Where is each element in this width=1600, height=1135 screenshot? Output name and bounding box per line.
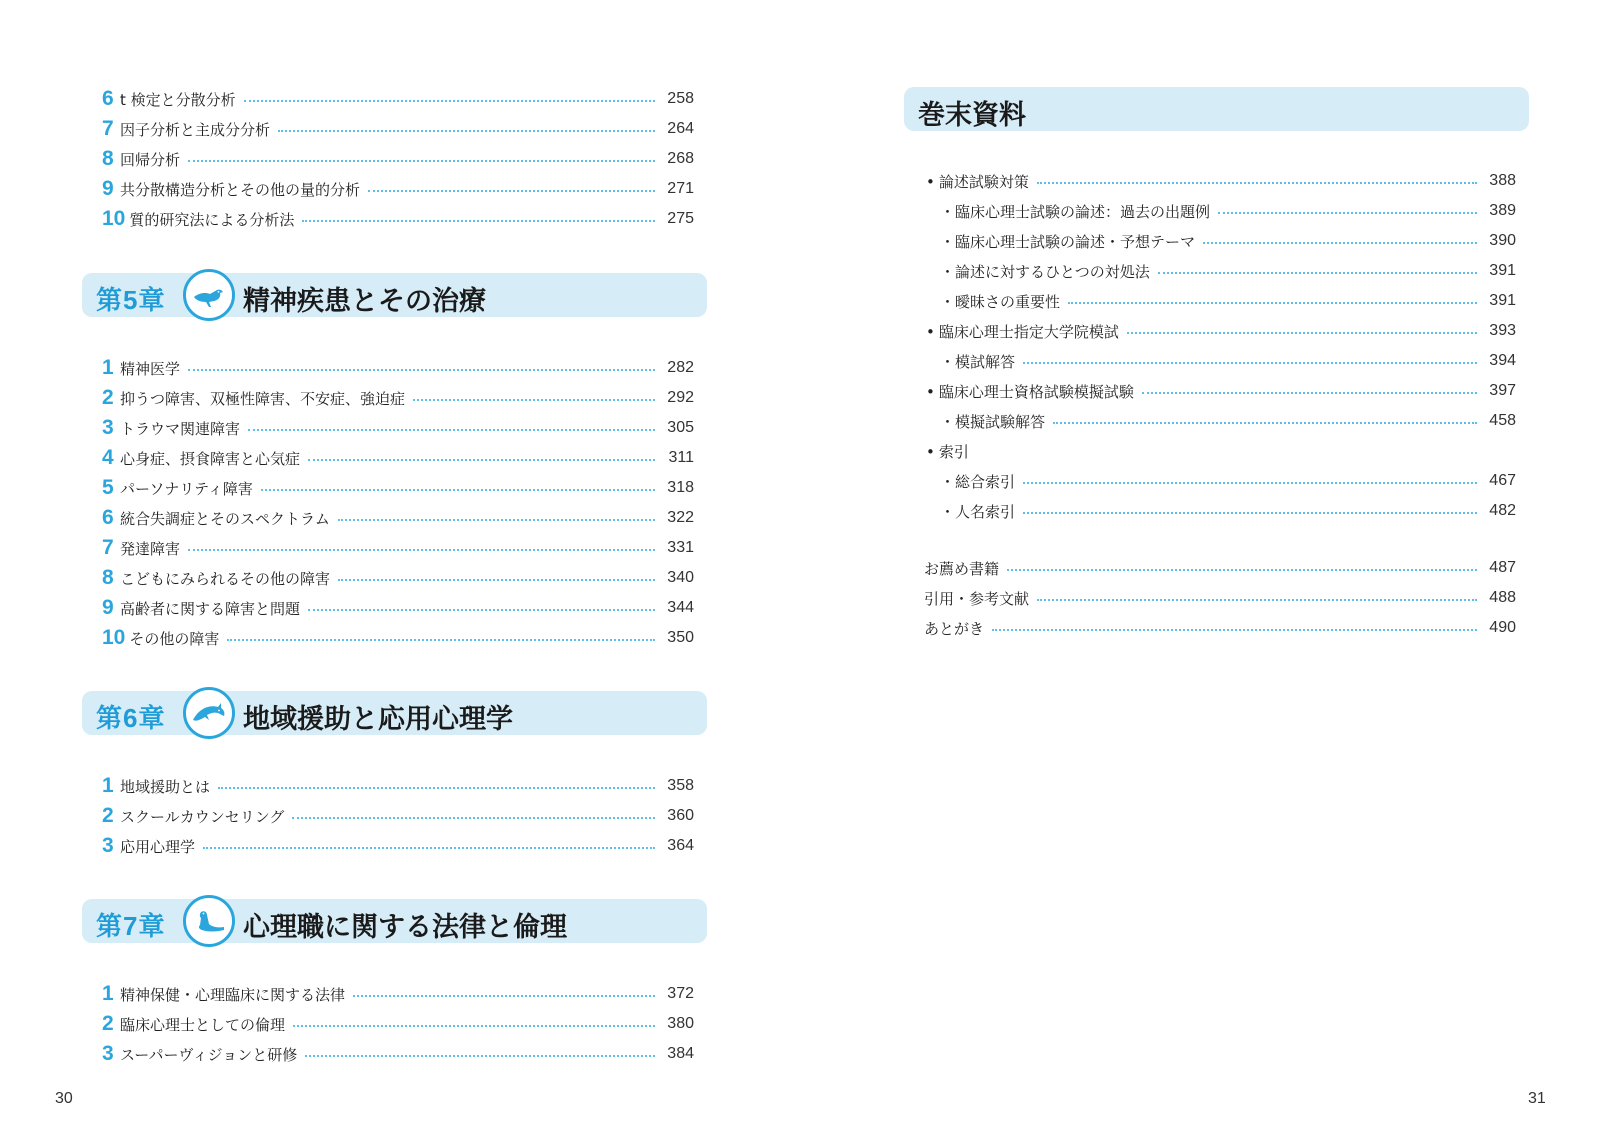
leader-dots xyxy=(1023,512,1477,514)
leader-dots xyxy=(227,639,655,641)
entry-title: 引用・参考文献 xyxy=(924,589,1030,608)
entry-page: 372 xyxy=(667,985,694,1002)
entry-page: 344 xyxy=(667,599,694,616)
chapter-7-header[interactable] xyxy=(82,899,707,943)
entry-page: 393 xyxy=(1489,322,1516,339)
entry-title: 応用心理学 xyxy=(120,837,196,856)
chapter-number: 第7章 xyxy=(96,911,166,941)
appendix-entry[interactable] xyxy=(926,166,1516,196)
chapter-number: 第5章 xyxy=(96,285,166,315)
toc-entry[interactable] xyxy=(102,1009,694,1039)
appendix-entry[interactable] xyxy=(926,496,1516,526)
entry-page: 311 xyxy=(668,449,694,466)
entry-page: 331 xyxy=(667,539,694,556)
entry-title: 臨床心理士としての倫理 xyxy=(120,1015,286,1034)
dolphin-icon xyxy=(183,687,235,739)
leader-dots xyxy=(1218,212,1477,214)
entry-title: 精神保健・心理臨床に関する法律 xyxy=(120,985,346,1004)
leader-dots xyxy=(1158,272,1477,274)
entry-page: 391 xyxy=(1489,292,1516,309)
entry-number: 8 xyxy=(102,566,114,589)
entry-title: 精神医学 xyxy=(120,359,181,378)
toc-entry[interactable] xyxy=(102,1039,694,1069)
entry-title: パーソナリティ障害 xyxy=(120,479,253,498)
toc-entry[interactable] xyxy=(102,801,694,831)
leader-dots xyxy=(1053,422,1477,424)
entry-page: 322 xyxy=(667,509,694,526)
leader-dots xyxy=(1007,569,1477,571)
chapter-6-header[interactable] xyxy=(82,691,707,735)
entry-page: 397 xyxy=(1489,382,1516,399)
toc-entry[interactable] xyxy=(102,473,694,503)
entry-page: 360 xyxy=(667,807,694,824)
entry-title: トラウマ関連障害 xyxy=(120,419,241,438)
back-matter-entry[interactable] xyxy=(924,583,1516,613)
seal-icon xyxy=(183,895,235,947)
entry-page: 275 xyxy=(667,210,694,227)
entry-title: 因子分析と主成分分析 xyxy=(120,120,271,139)
appendix-entry[interactable] xyxy=(926,406,1516,436)
leader-dots xyxy=(305,1055,655,1057)
toc-entry[interactable] xyxy=(102,114,694,144)
entry-number: 6 xyxy=(102,87,114,110)
leader-dots xyxy=(188,160,655,162)
entry-number: 2 xyxy=(102,804,114,827)
entry-page: 271 xyxy=(667,180,694,197)
entry-title: スクールカウンセリング xyxy=(120,807,285,826)
leader-dots xyxy=(244,100,655,102)
entry-title: ・ 臨床心理士試験の論述・予想テーマ xyxy=(940,231,1195,252)
entry-title: ・ 論述に対するひとつの対処法 xyxy=(940,261,1150,282)
entry-title: • 臨床心理士指定大学院模試 xyxy=(926,321,1119,342)
entry-page: 264 xyxy=(667,120,694,137)
entry-number: 2 xyxy=(102,1012,114,1035)
leader-dots xyxy=(1203,242,1477,244)
leader-dots xyxy=(1037,182,1477,184)
toc-group-ch4-tail xyxy=(102,84,694,234)
leader-dots xyxy=(368,190,655,192)
toc-entry[interactable] xyxy=(102,383,694,413)
entry-title: スーパーヴィジョンと研修 xyxy=(120,1045,298,1064)
back-matter-entry[interactable] xyxy=(924,613,1516,643)
entry-title: 発達障害 xyxy=(120,539,181,558)
entry-number: 9 xyxy=(102,177,114,200)
entry-number: 7 xyxy=(102,117,114,140)
toc-entry[interactable] xyxy=(102,533,694,563)
chapter-5-header[interactable] xyxy=(82,273,707,317)
entry-number: 1 xyxy=(102,982,114,1005)
leader-dots xyxy=(308,609,655,611)
entry-title: こどもにみられるその他の障害 xyxy=(120,569,331,588)
toc-entry[interactable] xyxy=(102,144,694,174)
leader-dots xyxy=(992,629,1477,631)
leader-dots xyxy=(308,459,655,461)
leader-dots xyxy=(1023,482,1477,484)
entry-page: 487 xyxy=(1489,559,1516,576)
appendix-entry[interactable] xyxy=(926,376,1516,406)
entry-title: ・ 臨床心理士試験の論述：過去の出題例 xyxy=(940,201,1210,222)
entry-number: 6 xyxy=(102,506,114,529)
leader-dots xyxy=(1037,599,1477,601)
leader-dots xyxy=(261,489,655,491)
leader-dots xyxy=(203,847,655,849)
appendix-list xyxy=(926,166,1516,526)
chapter-title: 精神疾患とその治療 xyxy=(243,286,486,317)
entry-title: あとがき xyxy=(924,619,985,638)
entry-title: ・ 模試解答 xyxy=(940,351,1015,372)
toc-entry[interactable] xyxy=(102,84,694,114)
leader-dots xyxy=(218,787,655,789)
leader-dots xyxy=(188,369,655,371)
appendix-title: 巻末資料 xyxy=(918,100,1026,131)
entry-title: ・ 人名索引 xyxy=(940,501,1015,522)
chapter-title: 心理職に関する法律と倫理 xyxy=(243,912,567,943)
appendix-entry[interactable] xyxy=(926,346,1516,376)
bird-icon xyxy=(183,269,235,321)
entry-number: 3 xyxy=(102,834,114,857)
entry-title: 統合失調症とそのスペクトラム xyxy=(120,509,330,528)
entry-number: 5 xyxy=(102,476,114,499)
appendix-entry[interactable] xyxy=(926,436,1516,466)
leader-dots xyxy=(302,220,655,222)
entry-page: 488 xyxy=(1489,589,1516,606)
back-matter-entry[interactable] xyxy=(924,553,1516,583)
leader-dots xyxy=(353,995,655,997)
leader-dots xyxy=(188,549,655,551)
entry-page: 282 xyxy=(667,359,694,376)
leader-dots xyxy=(1127,332,1477,334)
right-page xyxy=(800,0,1600,1135)
entry-page: 258 xyxy=(667,90,694,107)
toc-entry[interactable] xyxy=(102,831,694,861)
toc-entry[interactable] xyxy=(102,174,694,204)
leader-dots xyxy=(292,817,655,819)
back-matter-list xyxy=(924,553,1516,643)
leader-dots xyxy=(1142,392,1477,394)
appendix-entry[interactable] xyxy=(926,226,1516,256)
toc-group-ch6 xyxy=(102,771,694,861)
entry-page: 380 xyxy=(667,1015,694,1032)
page-number-left: 30 xyxy=(55,1090,73,1107)
entry-number: 4 xyxy=(102,446,114,469)
entry-title: お薦め書籍 xyxy=(924,559,1000,578)
entry-page: 482 xyxy=(1489,502,1516,519)
entry-page: 467 xyxy=(1489,472,1516,489)
entry-page: 292 xyxy=(667,389,694,406)
leader-dots xyxy=(293,1025,655,1027)
entry-number: 9 xyxy=(102,596,114,619)
entry-title: 共分散構造分析とその他の量的分析 xyxy=(120,180,361,199)
entry-number: 2 xyxy=(102,386,114,409)
chapter-number: 第6章 xyxy=(96,703,166,733)
entry-title: 心身症、摂食障害と心気症 xyxy=(120,449,301,468)
entry-title: t 検定と分散分析 xyxy=(120,90,236,109)
entry-title: 回帰分析 xyxy=(120,150,181,169)
entry-page: 268 xyxy=(667,150,694,167)
entry-page: 391 xyxy=(1489,262,1516,279)
entry-title: 抑うつ障害、双極性障害、不安症、強迫症 xyxy=(120,389,406,408)
chapter-title: 地域援助と応用心理学 xyxy=(243,704,513,735)
toc-group-ch5 xyxy=(102,353,694,653)
leader-dots xyxy=(1023,362,1477,364)
leader-dots xyxy=(413,399,655,401)
entry-page: 350 xyxy=(667,629,694,646)
entry-title: • 索引 xyxy=(926,441,969,462)
entry-number: 3 xyxy=(102,416,114,439)
entry-number: 7 xyxy=(102,536,114,559)
entry-title: 地域援助とは xyxy=(120,777,211,796)
toc-entry[interactable] xyxy=(102,353,694,383)
appendix-entry[interactable] xyxy=(926,316,1516,346)
toc-group-ch7 xyxy=(102,979,694,1069)
entry-title: ・ 曖昧さの重要性 xyxy=(940,291,1060,312)
entry-title: 質的研究法による分析法 xyxy=(129,210,295,229)
toc-entry[interactable] xyxy=(102,503,694,533)
entry-title: • 臨床心理士資格試験模擬試験 xyxy=(926,381,1134,402)
entry-number: 3 xyxy=(102,1042,114,1065)
toc-entry[interactable] xyxy=(102,623,694,653)
entry-page: 388 xyxy=(1489,172,1516,189)
entry-number: 10 xyxy=(102,207,126,230)
appendix-entry[interactable] xyxy=(926,196,1516,226)
entry-page: 458 xyxy=(1489,412,1516,429)
entry-number: 1 xyxy=(102,356,114,379)
toc-entry[interactable] xyxy=(102,771,694,801)
leader-dots xyxy=(1068,302,1477,304)
entry-page: 364 xyxy=(667,837,694,854)
toc-entry[interactable] xyxy=(102,979,694,1009)
leader-dots xyxy=(248,429,655,431)
entry-page: 389 xyxy=(1489,202,1516,219)
appendix-entry[interactable] xyxy=(926,466,1516,496)
leader-dots xyxy=(338,519,655,521)
entry-page: 390 xyxy=(1489,232,1516,249)
entry-title: ・ 模擬試験解答 xyxy=(940,411,1045,432)
appendix-header[interactable] xyxy=(904,87,1529,131)
entry-number: 10 xyxy=(102,626,126,649)
toc-entry[interactable] xyxy=(102,413,694,443)
toc-entry[interactable] xyxy=(102,443,694,473)
entry-page: 384 xyxy=(667,1045,694,1062)
page-number-right: 31 xyxy=(1528,1090,1546,1107)
entry-page: 490 xyxy=(1489,619,1516,636)
entry-title: ・ 総合索引 xyxy=(940,471,1015,492)
leader-dots xyxy=(278,130,655,132)
toc-entry[interactable] xyxy=(102,593,694,623)
entry-page: 305 xyxy=(667,419,694,436)
toc-entry[interactable] xyxy=(102,563,694,593)
appendix-entry[interactable] xyxy=(926,256,1516,286)
entry-number: 8 xyxy=(102,147,114,170)
entry-title: • 論述試験対策 xyxy=(926,171,1029,192)
entry-title: その他の障害 xyxy=(129,629,220,648)
toc-entry[interactable] xyxy=(102,204,694,234)
entry-page: 318 xyxy=(667,479,694,496)
entry-title: 高齢者に関する障害と問題 xyxy=(120,599,301,618)
entry-page: 394 xyxy=(1489,352,1516,369)
entry-number: 1 xyxy=(102,774,114,797)
entry-page: 358 xyxy=(667,777,694,794)
appendix-entry[interactable] xyxy=(926,286,1516,316)
leader-dots xyxy=(338,579,655,581)
entry-page: 340 xyxy=(667,569,694,586)
